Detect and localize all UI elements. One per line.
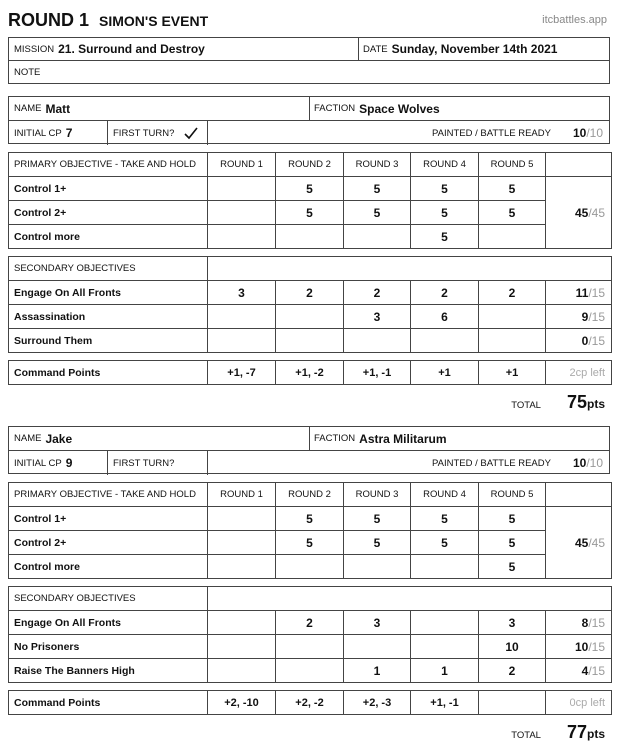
brand-link[interactable]: itcbattles.app [542,14,607,26]
grand-total [511,392,605,413]
first-turn-label: FIRST TURN? [113,127,175,139]
score-cell[interactable] [208,177,276,201]
command-points-table [8,360,612,385]
primary-row [9,555,612,579]
score-cell[interactable] [208,305,276,329]
faction-value: Astra Militarum [359,431,447,446]
score-cell[interactable]: 5 [344,201,411,225]
score-cell[interactable] [208,635,276,659]
event-title: SIMON'S EVENT [99,13,209,29]
first-turn-toggle[interactable] [113,121,198,145]
secondary-total-max: /15 [588,663,606,678]
score-cell[interactable]: 5 [276,201,344,225]
secondary-row-label: Raise The Banners High [9,659,208,683]
date-label: DATE [363,43,388,55]
score-cell[interactable] [276,305,344,329]
secondary-total-max: /15 [588,615,606,630]
score-cell[interactable] [479,225,546,249]
primary-row-label: Control more [9,225,208,249]
primary-row [9,225,612,249]
player-info [8,96,610,144]
secondary-total-max: /15 [588,309,606,324]
cp-cell[interactable]: +2, -3 [344,691,411,715]
secondary-header-blank [208,257,612,281]
primary-total-max: /45 [588,205,605,220]
secondary-total [546,611,612,635]
name-label: NAME [14,103,42,114]
score-cell[interactable] [208,507,276,531]
date-value: Sunday, November 14th 2021 [391,42,558,56]
score-cell[interactable]: 5 [411,531,479,555]
primary-row-label: Control more [9,555,208,579]
score-cell[interactable] [344,555,411,579]
round-header: ROUND 5 [479,153,546,177]
secondary-header-blank [208,587,612,611]
primary-row [9,201,612,225]
player-name-field[interactable] [14,427,72,450]
score-cell[interactable] [411,555,479,579]
round-header: ROUND 1 [208,483,276,507]
secondary-total-value: 11 [575,285,589,300]
note-label: NOTE [14,66,41,78]
score-cell[interactable]: 5 [344,531,411,555]
first-turn-toggle[interactable] [113,451,178,475]
command-points-label: Command Points [9,361,208,385]
command-points-row [9,361,612,385]
score-cell[interactable]: 3 [344,611,411,635]
secondary-total-max: /15 [588,285,606,300]
initial-cp-value: 7 [65,126,73,140]
round-header: ROUND 2 [276,153,344,177]
painted-field[interactable] [432,121,603,145]
score-cell[interactable]: 5 [479,507,546,531]
primary-row-label: Control 1+ [9,177,208,201]
name-label: NAME [14,433,42,444]
secondary-total-value: 9 [581,309,589,324]
total-points: 77 [566,722,587,742]
checkmark-icon [184,126,198,140]
total-label: TOTAL [511,400,541,411]
player-name-field[interactable] [14,97,70,120]
secondary-header-row [9,587,612,611]
primary-header-row [9,153,612,177]
primary-header: PRIMARY OBJECTIVE - TAKE AND HOLD [9,153,208,177]
score-cell[interactable] [276,635,344,659]
total-unit: pts [587,397,605,411]
player-name: Jake [45,431,73,446]
secondary-total-value: 8 [581,615,589,630]
initial-cp-label: INITIAL CP [14,457,62,469]
round-header: ROUND 4 [411,153,479,177]
page-title [8,10,208,31]
total-header [546,483,612,507]
score-cell[interactable]: 5 [479,555,546,579]
score-cell[interactable] [208,225,276,249]
score-cell[interactable]: 2 [276,281,344,305]
round-header: ROUND 2 [276,483,344,507]
secondary-row-label: Assassination [9,305,208,329]
score-cell[interactable] [344,225,411,249]
round-header: ROUND 5 [479,483,546,507]
round-header: ROUND 1 [208,153,276,177]
score-cell[interactable]: 5 [479,531,546,555]
first-turn-label: FIRST TURN? [113,457,175,469]
cp-cell[interactable]: +1, -1 [344,361,411,385]
score-cell[interactable] [479,305,546,329]
primary-row [9,507,612,531]
secondary-row [9,281,612,305]
score-cell[interactable]: 1 [411,659,479,683]
cp-cell[interactable]: +2, -10 [208,691,276,715]
primary-row [9,177,612,201]
score-cell[interactable] [411,329,479,353]
command-points-row [9,691,612,715]
total-value [567,392,605,413]
initial-cp-field[interactable] [14,121,72,145]
mission-label: MISSION [14,43,55,55]
total-points: 75 [566,392,587,412]
cp-cell[interactable]: +1, -1 [411,691,479,715]
score-cell[interactable]: 5 [479,201,546,225]
secondary-total [546,635,612,659]
cp-cell[interactable]: +1 [411,361,479,385]
secondary-total [546,659,612,683]
score-cell[interactable]: 5 [276,531,344,555]
score-cell[interactable]: 3 [479,611,546,635]
score-cell[interactable]: 5 [479,177,546,201]
secondary-total-value: 10 [574,639,589,654]
score-cell[interactable] [276,555,344,579]
score-cell[interactable] [208,555,276,579]
score-cell[interactable]: 3 [208,281,276,305]
secondary-total-value: 0 [581,333,589,348]
score-cell[interactable] [344,329,411,353]
secondary-total [546,281,612,305]
score-cell[interactable]: 2 [276,611,344,635]
total-label: TOTAL [511,730,541,741]
score-cell[interactable]: 5 [411,507,479,531]
secondary-row [9,305,612,329]
primary-header-row [9,483,612,507]
painted-value: 10 [572,456,587,470]
faction-value: Space Wolves [359,101,440,116]
total-value [567,722,605,743]
mission-field[interactable] [14,38,205,60]
cp-left: 0cp left [546,691,612,715]
mission-box [8,37,610,84]
round-title: ROUND 1 [8,10,90,30]
score-cell[interactable]: 5 [411,177,479,201]
primary-total-value: 45 [574,205,589,220]
secondary-row [9,659,612,683]
score-cell[interactable]: 5 [276,177,344,201]
painted-value: 10 [572,126,587,140]
secondary-total [546,329,612,353]
faction-field[interactable] [314,427,447,450]
mission-value: 21. Surround and Destroy [58,42,205,56]
score-cell[interactable]: 10 [479,635,546,659]
score-cell[interactable] [276,659,344,683]
score-cell[interactable]: 5 [411,225,479,249]
date-field[interactable] [363,38,557,60]
secondary-row-label: No Prisoners [9,635,208,659]
secondary-total-max: /15 [588,333,606,348]
primary-total-value: 45 [574,535,589,550]
primary-row [9,531,612,555]
secondary-total-max: /15 [588,639,606,654]
score-cell[interactable] [208,329,276,353]
primary-row-label: Control 2+ [9,201,208,225]
player-name: Matt [45,101,71,116]
secondary-row-label: Engage On All Fronts [9,281,208,305]
score-cell[interactable] [479,329,546,353]
score-cell[interactable]: 3 [344,305,411,329]
note-field[interactable] [14,61,44,83]
primary-total-max: /45 [588,535,605,550]
initial-cp-label: INITIAL CP [14,127,62,139]
cp-cell[interactable]: +2, -2 [276,691,344,715]
primary-row-label: Control 1+ [9,507,208,531]
cp-cell[interactable]: +1, -7 [208,361,276,385]
painted-label: PAINTED / BATTLE READY [432,127,551,139]
initial-cp-field[interactable] [14,451,72,475]
secondary-table [8,256,612,353]
player-info [8,426,610,474]
secondary-row-label: Surround Them [9,329,208,353]
score-cell[interactable]: 2 [479,659,546,683]
cp-left: 2cp left [546,361,612,385]
primary-table [8,152,612,249]
score-cell[interactable]: 2 [344,281,411,305]
score-cell[interactable] [344,635,411,659]
secondary-total [546,305,612,329]
score-cell[interactable]: 5 [344,177,411,201]
command-points-label: Command Points [9,691,208,715]
primary-table [8,482,612,579]
secondary-table [8,586,612,683]
score-cell[interactable] [208,531,276,555]
score-cell[interactable]: 5 [276,507,344,531]
cp-cell[interactable]: +1 [479,361,546,385]
total-header [546,153,612,177]
score-cell[interactable]: 2 [411,281,479,305]
secondary-row [9,329,612,353]
score-cell[interactable] [208,201,276,225]
round-header: ROUND 3 [344,153,411,177]
score-cell[interactable]: 1 [344,659,411,683]
score-cell[interactable] [411,611,479,635]
secondary-total-value: 4 [581,663,589,678]
secondary-header: SECONDARY OBJECTIVES [9,257,208,281]
score-cell[interactable] [208,659,276,683]
round-header: ROUND 3 [344,483,411,507]
command-points-table [8,690,612,715]
total-unit: pts [587,727,605,741]
primary-total [546,177,612,249]
faction-label: FACTION [314,103,356,114]
cp-cell[interactable] [479,691,546,715]
faction-field[interactable] [314,97,440,120]
score-cell[interactable] [276,329,344,353]
secondary-header-row [9,257,612,281]
score-cell[interactable] [411,635,479,659]
painted-max: /10 [586,456,603,470]
primary-row-label: Control 2+ [9,531,208,555]
score-cell[interactable] [208,611,276,635]
secondary-row-label: Engage On All Fronts [9,611,208,635]
initial-cp-value: 9 [65,456,73,470]
score-cell[interactable]: 5 [344,507,411,531]
faction-label: FACTION [314,433,356,444]
primary-header: PRIMARY OBJECTIVE - TAKE AND HOLD [9,483,208,507]
secondary-row [9,635,612,659]
score-cell[interactable] [276,225,344,249]
grand-total [511,722,605,743]
secondary-row [9,611,612,635]
score-cell[interactable]: 5 [411,201,479,225]
painted-label: PAINTED / BATTLE READY [432,457,551,469]
score-cell[interactable]: 6 [411,305,479,329]
round-header: ROUND 4 [411,483,479,507]
painted-max: /10 [586,126,603,140]
cp-cell[interactable]: +1, -2 [276,361,344,385]
secondary-header: SECONDARY OBJECTIVES [9,587,208,611]
painted-field[interactable] [432,451,603,475]
score-cell[interactable]: 2 [479,281,546,305]
primary-total [546,507,612,579]
